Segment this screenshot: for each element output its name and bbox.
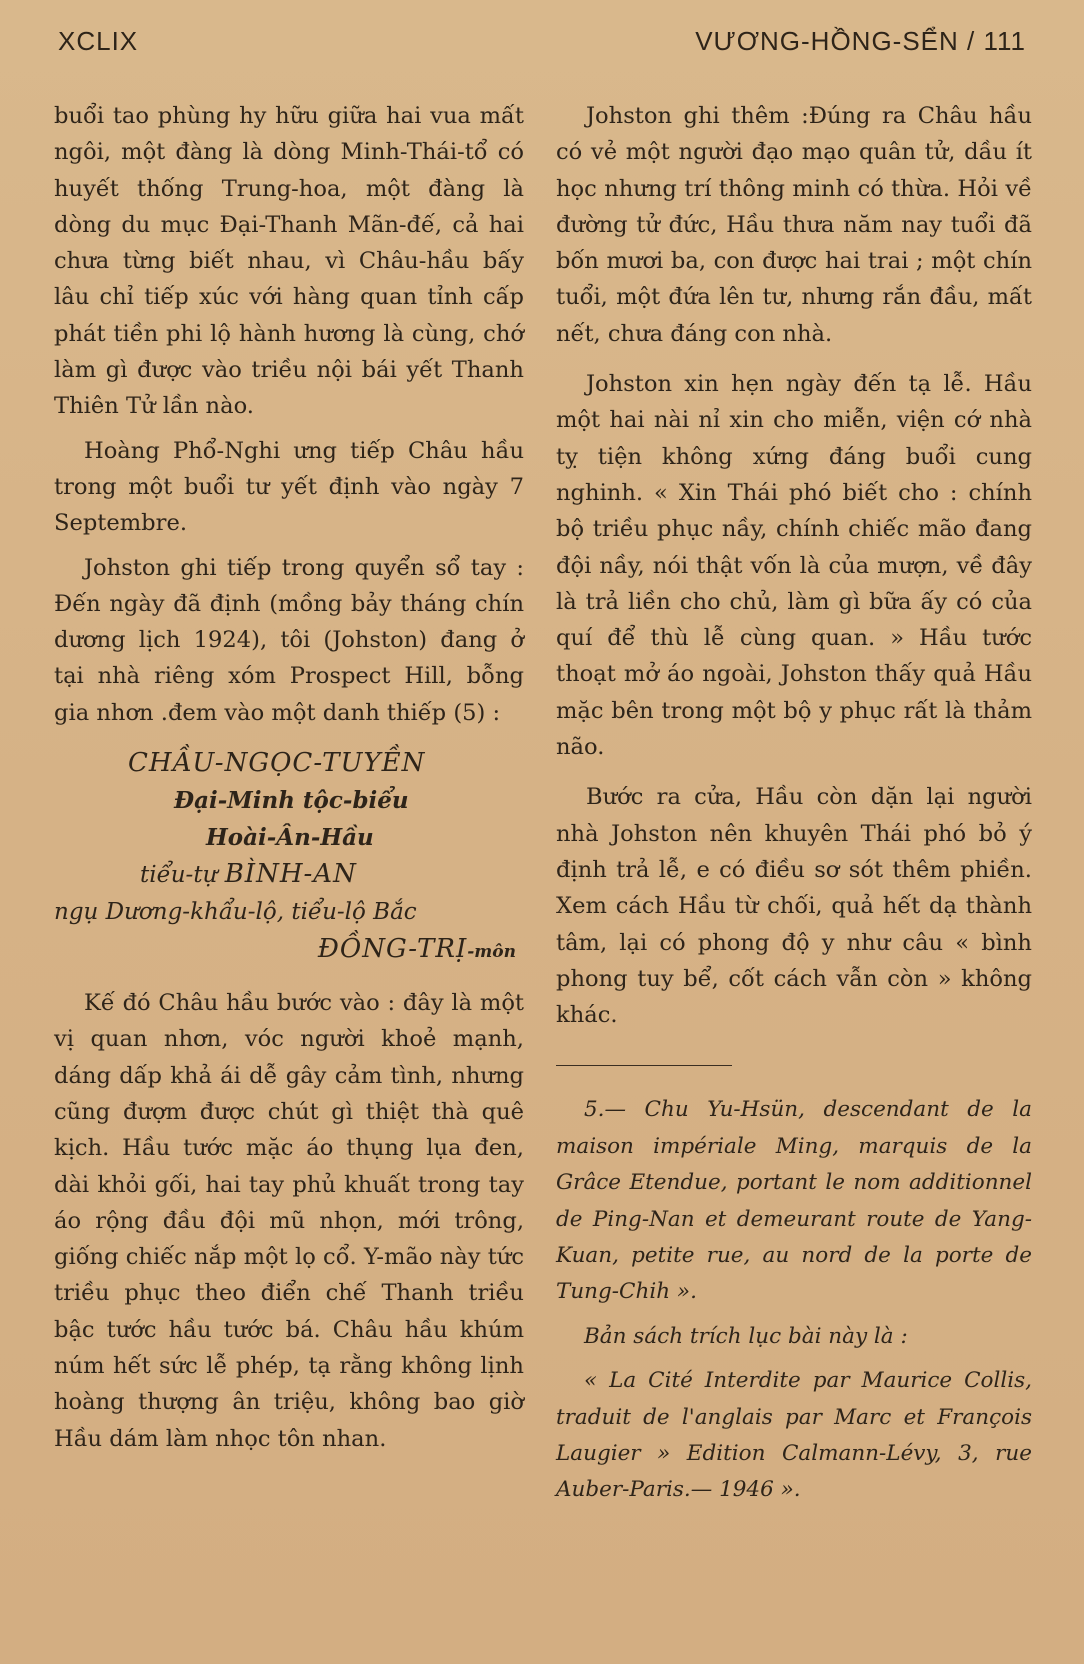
paragraph: Hoàng Phổ-Nghi ưng tiếp Châu hầu trong một buổi tư yết định vào ngày 7 Septembre. (54, 437, 524, 537)
card-line: Đại-Minh tộc-biểu (174, 787, 409, 815)
paragraph-continued: buổi tao phùng hy hữu giữa hai vua mất ngôi, một đàng là dòng Minh-Thái-tổ có huyết thống Trung-hoa, một đàng là dòng du mục Đại-Thanh Mãn-đế, cả hai chưa từng biết nhau, vì Châu-hầu bấy lâu chỉ tiếp xúc với hàng quan tỉnh cấp phát tiền phi lộ hành hương là cùng, chớ làm gì được vào triều nội bái yết Thanh Thiên Tử lần nào. (54, 103, 524, 420)
card-gate-suffix: -môn (467, 942, 516, 963)
card-title: Hoài-Ân-Hầu (206, 824, 374, 852)
card-line (54, 856, 524, 894)
footnote: 5.— Chu Yu-Hsün, descendant de la maison impériale Ming, marquis de la Grâce Etendue, portant le nom additionnel de Ping-Nan et demeurant route de Yang-Kuan, petite rue, au nord de la porte de Tung-Chih ». (556, 1097, 1032, 1305)
paragraph: Kế đó Châu hầu bước vào : đây là một vị quan nhơn, vóc người khoẻ mạnh, dáng dấp khả ái dễ gây cảm tình, nhưng cũng đượm được chút gì thiệt thà quê kịch. Hầu tước mặc áo thụng lụa đen, dài khỏi gối, hai tay phủ khuất trong tay áo rộng đầu đội mũ nhọn, mới trông, giống chiếc nắp một lọ cổ. Y-mão này tức triều phục theo điển chế Thanh triều bậc tước hầu tước bá. Châu hầu khúm núm hết sức lễ phép, tạ rằng không lịnh hoàng thượng ân triệu, không bao giờ Hầu dám làm nhọc tôn nhan. (54, 990, 524, 1452)
chapter-number: XCLIX (58, 26, 139, 56)
card-line (54, 931, 524, 971)
business-card-text (54, 745, 524, 971)
card-alias: BÌNH-AN (224, 859, 357, 890)
paragraph: Johston ghi tiếp trong quyển sổ tay : Đến ngày đã định (mồng bảy tháng chín dương lịch 1924), tôi (Johston) đang ở tại nhà riêng xóm Prospect Hill, bỗng gia nhơn .đem vào một danh thiếp (5) : (54, 554, 524, 726)
footnote-citation: « La Cité Interdite par Maurice Collis, traduit de l'anglais par Marc et François Laugier » Edition Calmann-Lévy, 3, rue Auber-Paris.— 1946 ». (556, 1368, 1032, 1503)
footnote-source-label: Bản sách trích lục bài này là : (584, 1323, 908, 1349)
paragraph: Johston ghi thêm :Đúng ra Châu hầu có vẻ một người đạo mạo quân tử, dầu ít học nhưng trí thông minh có thừa. Hỏi về đường tử đức, Hầu thưa năm nay tuổi đã bốn mươi ba, con được hai trai ; một chín tuổi, một đứa lên tư, nhưng rắn đầu, mất nết, chưa đáng con nhà. (556, 103, 1032, 347)
left-column (54, 98, 524, 1457)
right-column (556, 98, 1032, 1509)
card-prefix: tiểu-tự (140, 862, 218, 889)
paragraph: Johston xin hẹn ngày đến tạ lễ. Hầu một hai nài nỉ xin cho miễn, viện cớ nhà tỵ tiện không xứng đáng buổi cung nghinh. « Xin Thái phó biết cho : chính bộ triều phục nầy, chính chiếc mão đang đội nầy, nói thật vốn là của mượn, về đây là trả liền cho chủ, làm gì bữa ấy có của quí để thù lễ cùng quan. » Hầu tước thoạt mở áo ngoài, Johston thấy quả Hầu mặc bên trong một bộ y phục rất là thảm não. (556, 371, 1032, 761)
card-address: ngụ Dương-khẩu-lộ, tiểu-lộ Bắc (54, 899, 417, 926)
footnote-divider (556, 1065, 732, 1066)
page-header (58, 26, 1026, 66)
author-and-page: VƯƠNG-HỒNG-SỂN / 111 (695, 26, 1026, 56)
card-gate-name: ĐỒNG-TRỊ (317, 934, 468, 965)
card-name: CHẦU-NGỌC-TUYỀN (128, 748, 426, 779)
paragraph: Bước ra cửa, Hầu còn dặn lại người nhà Johston nên khuyên Thái phó bỏ ý định trả lễ, e có điều sơ sót thêm phiền. Xem cách Hầu từ chối, quả hết dạ thành tâm, lại có phong độ y như câu « bình phong tuy bể, cốt cách vẫn còn » không khác. (556, 784, 1032, 1029)
footnotes (556, 1092, 1032, 1508)
